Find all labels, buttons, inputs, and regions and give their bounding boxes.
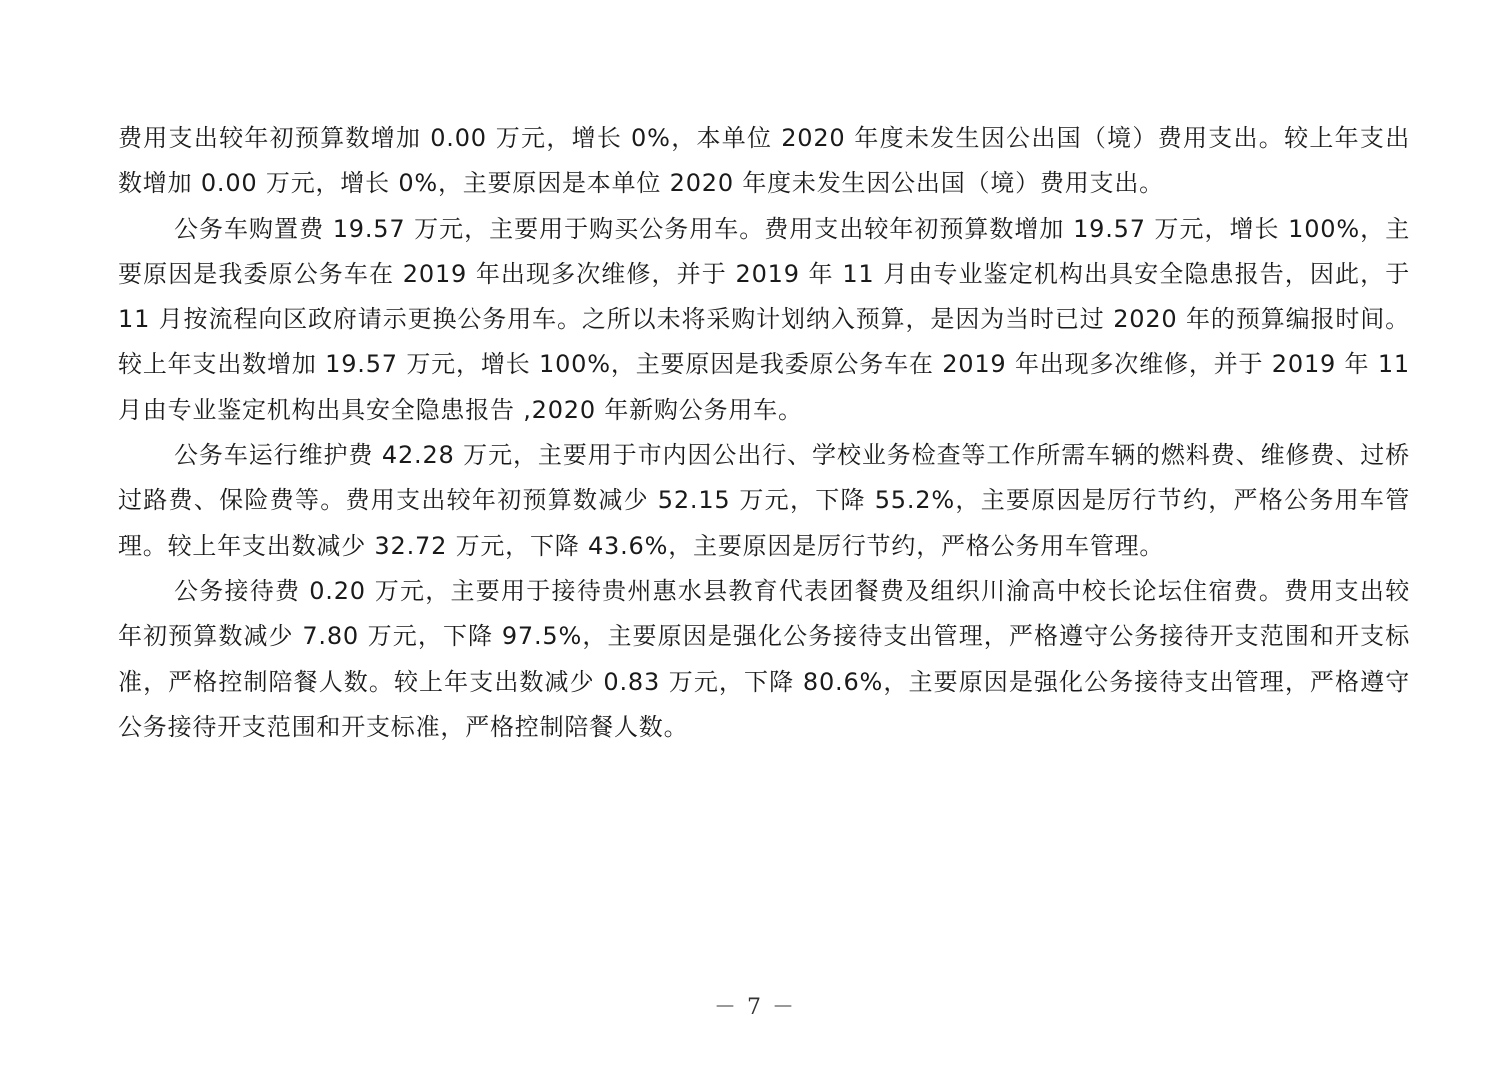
paragraph-vehicle-purchase: 公务车购置费 19.57 万元，主要用于购买公务用车。费用支出较年初预算数增加 19.57 万元，增长 100%，主要原因是我委原公务车在 2019 年出现多次维修，并于 2019 年 11 月由专业鉴定机构出具安全隐患报告，因此，于 11 月按流程向区政府请示更换公务用车。之所以未将采购计划纳入预算，是因为当时已过 2020 年的预算编报时间。较上年支出数增加 19.57 万元，增长 100%，主要原因是我委原公务车在 2019 年出现多次维修，并于 2019 年 11 月由专业鉴定机构出具安全隐患报告 ,2020 年新购公务用车。	[118, 214, 1410, 424]
paragraph-official-reception: 公务接待费 0.20 万元，主要用于接待贵州惠水县教育代表团餐费及组织川渝高中校长论坛住宿费。费用支出较年初预算数减少 7.80 万元，下降 97.5%，主要原因是强化公务接待支出管理，严格遵守公务接待开支范围和开支标准，严格控制陪餐人数。较上年支出数减少 0.83 万元，下降 80.6%，主要原因是强化公务接待支出管理，严格遵守公务接待开支范围和开支标准，严格控制陪餐人数。	[118, 576, 1410, 741]
document-body	[118, 116, 1410, 750]
paragraph-overseas-travel: 费用支出较年初预算数增加 0.00 万元，增长 0%，本单位 2020 年度未发生因公出国（境）费用支出。较上年支出数增加 0.00 万元，增长 0%，主要原因是本单位 2020 年度未发生因公出国（境）费用支出。	[118, 124, 1410, 198]
paragraph-vehicle-maintenance: 公务车运行维护费 42.28 万元，主要用于市内因公出行、学校业务检查等工作所需车辆的燃料费、维修费、过桥过路费、保险费等。费用支出较年初预算数减少 52.15 万元，下降 55.2%，主要原因是厉行节约，严格公务用车管理。较上年支出数减少 32.72 万元，下降 43.6%，主要原因是厉行节约，严格公务用车管理。	[118, 441, 1410, 560]
page-number: － 7 －	[714, 995, 796, 1020]
